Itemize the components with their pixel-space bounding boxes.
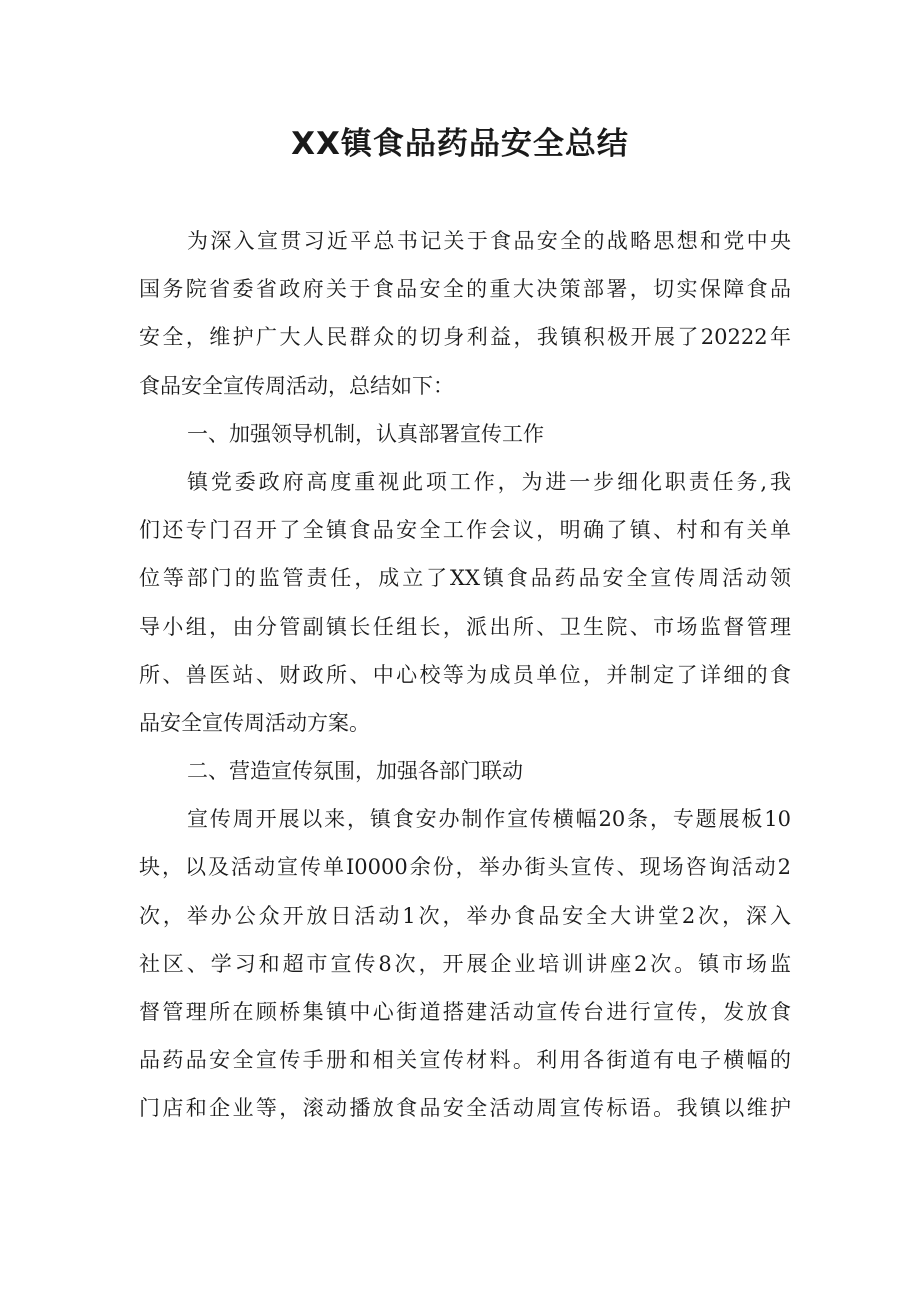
- body-line: 们还专门召开了全镇食品安全工作会议，明确了镇、村和有关单: [139, 518, 791, 543]
- document-body: [139, 217, 791, 1133]
- body-line: 块，以及活动宣传单I0000余份，举办街头宣传、现场咨询活动2: [139, 855, 791, 880]
- body-line: 门店和企业等，滚动播放食品安全活动周宣传标语。我镇以维护: [139, 1096, 791, 1121]
- body-line: 社区、学习和超市宣传8次，开展企业培训讲座2次。镇市场监: [139, 951, 791, 976]
- body-line: 位等部门的监管责任，成立了XX镇食品药品安全宣传周活动领: [139, 566, 791, 591]
- body-line: 品安全宣传周活动方案。: [139, 710, 370, 735]
- body-line: 品药品安全宣传手册和相关宣传材料。利用各街道有电子横幅的: [139, 1048, 791, 1073]
- body-line: 食品安全宣传周活动，总结如下：: [139, 373, 454, 398]
- body-line: 宣传周开展以来，镇食安办制作宣传横幅20条，专题展板10: [187, 807, 791, 832]
- body-line: 安全，维护广大人民群众的切身利益，我镇积极开展了20222年: [139, 325, 791, 350]
- body-line: 次，举办公众开放日活动1次，举办食品安全大讲堂2次，深入: [139, 903, 791, 928]
- body-line: 国务院省委省政府关于食品安全的重大决策部署，切实保障食品: [139, 277, 791, 302]
- document-title: XX镇食品药品安全总结: [291, 126, 629, 162]
- body-line: 导小组，由分管副镇长任组长，派出所、卫生院、市场监督管理: [139, 614, 791, 639]
- body-line: 为深入宣贯习近平总书记关于食品安全的战略思想和党中央: [187, 229, 791, 253]
- body-line: 所、兽医站、财政所、中心校等为成员单位，并制定了详细的食: [139, 662, 791, 687]
- body-line: 一、加强领导机制，认真部署宣传工作: [187, 421, 544, 446]
- body-line: 二、营造宣传氛围，加强各部门联动: [187, 759, 523, 784]
- body-line: 督管理所在顾桥集镇中心街道搭建活动宣传台进行宣传，发放食: [139, 1000, 791, 1024]
- body-line: 镇党委政府高度重视此项工作，为进一步细化职责任务,我: [187, 469, 791, 494]
